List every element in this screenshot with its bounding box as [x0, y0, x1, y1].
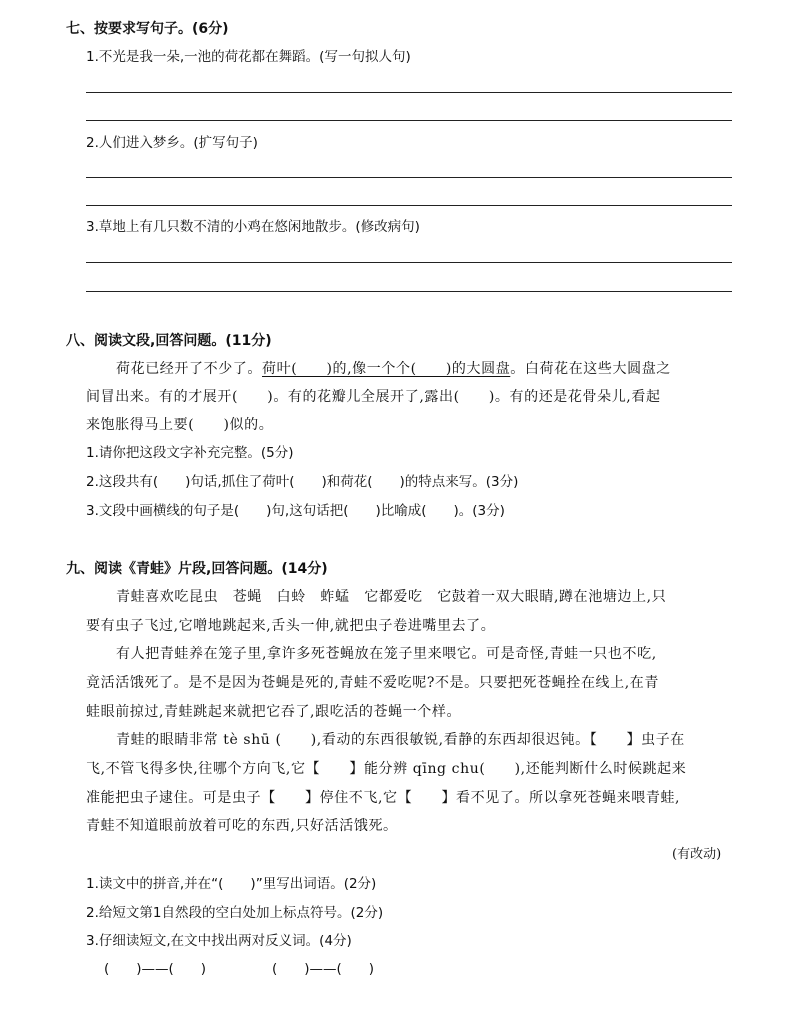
answer-line[interactable] [86, 205, 732, 206]
section8-title: 八、阅读文段,回答问题。(11分) [66, 333, 272, 349]
section8-paragraph-line-3: 来饱胀得马上要( )似的。 [86, 417, 274, 433]
adaptation-note: (有改动) [672, 847, 722, 862]
antonym-pair-1[interactable]: ( )——( ) [104, 961, 207, 977]
section8-question-1: 1.请你把这段文字补充完整。(5分) [86, 445, 294, 461]
section8-question-2: 2.这段共有( )句话,抓住了荷叶( )和荷花( )的特点来写。(3分) [86, 474, 519, 490]
answer-line[interactable] [86, 120, 732, 121]
section7-title: 七、按要求写句子。(6分) [66, 21, 229, 37]
answer-line[interactable] [86, 291, 732, 292]
passage-line: 飞,不管飞得多快,往哪个方向飞,它【 】能分辨 qīng chu( ),还能判断什么时候跳起来 [86, 761, 687, 777]
passage-text: 。白荷花在这些大圆盘之 [510, 361, 671, 377]
section9-question-2: 2.给短文第1自然段的空白处加上标点符号。(2分) [86, 905, 384, 921]
section8-paragraph-line-1 [116, 359, 671, 379]
section8-paragraph-line-2: 间冒出来。有的才展开( )。有的花瓣儿全展开了,露出( )。有的还是花骨朵儿,看起 [86, 389, 661, 405]
passage-line: 青蛙喜欢吃昆虫 苍蝇 白蛉 蚱蜢 它都爱吃 它鼓着一双大眼睛,蹲在池塘边上,只 [116, 589, 667, 605]
underlined-sentence: 荷叶( )的,像一个个( )的大圆盘 [262, 361, 511, 377]
section7-question-3: 3.草地上有几只数不清的小鸡在悠闲地散步。(修改病句) [86, 219, 420, 235]
passage-line: 准能把虫子逮住。可是虫子【 】停住不飞,它【 】看不见了。所以拿死苍蝇来喂青蛙, [86, 790, 681, 806]
passage-line: 要有虫子飞过,它噌地跳起来,舌头一伸,就把虫子卷进嘴里去了。 [86, 618, 496, 634]
passage-line: 青蛙不知道眼前放着可吃的东西,只好活活饿死。 [86, 818, 398, 834]
section9-title: 九、阅读《青蛙》片段,回答问题。(14分) [66, 561, 328, 577]
passage-line: 竟活活饿死了。是不是因为苍蝇是死的,青蛙不爱吃呢?不是。只要把死苍蝇拴在线上,在青 [86, 675, 660, 691]
section9-question-3: 3.仔细读短文,在文中找出两对反义词。(4分) [86, 933, 352, 949]
section9-question-1: 1.读文中的拼音,并在“( )”里写出词语。(2分) [86, 876, 377, 892]
passage-line: 蛙眼前掠过,青蛙跳起来就把它吞了,跟吃活的苍蝇一个样。 [86, 704, 462, 720]
answer-line[interactable] [86, 92, 732, 93]
section7-question-1: 1.不光是我一朵,一池的荷花都在舞蹈。(写一句拟人句) [86, 49, 411, 65]
answer-line[interactable] [86, 177, 732, 178]
passage-text: 荷花已经开了不少了。 [116, 361, 262, 377]
antonym-pair-2[interactable]: ( )——( ) [272, 961, 375, 977]
section8-question-3: 3.文段中画横线的句子是( )句,这句话把( )比喻成( )。(3分) [86, 503, 505, 519]
passage-line: 有人把青蛙养在笼子里,拿许多死苍蝇放在笼子里来喂它。可是奇怪,青蛙一只也不吃, [116, 646, 657, 662]
passage-line: 青蛙的眼睛非常 tè shū ( ),看动的东西很敏锐,看静的东西却很迟钝。【 】虫子在 [116, 732, 685, 748]
answer-line[interactable] [86, 262, 732, 263]
section7-question-2: 2.人们进入梦乡。(扩写句子) [86, 135, 258, 151]
